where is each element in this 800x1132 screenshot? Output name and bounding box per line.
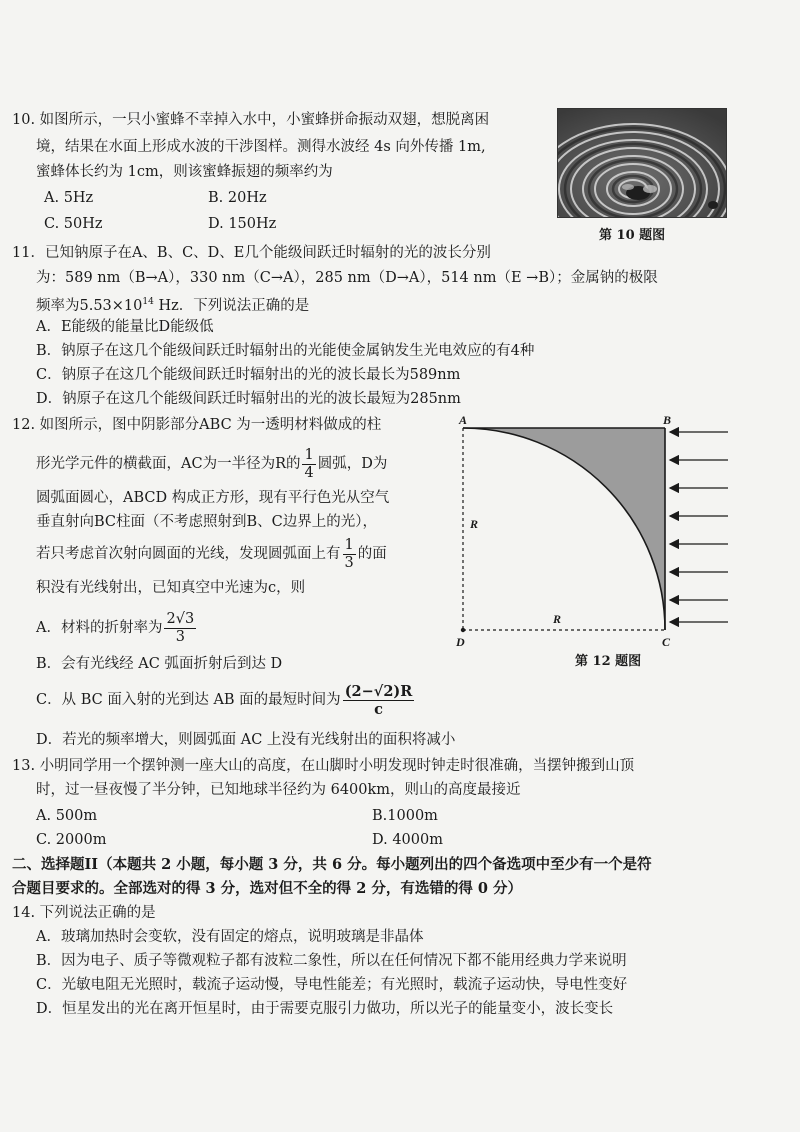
q13-option-c: C. 2000m [36, 832, 107, 848]
q14-option-b: B．因为电子、质子等微观粒子都有波粒二象性，所以在任何情况下都不能用经典力学来说明 [36, 953, 627, 969]
shaded-region-abc [463, 428, 665, 630]
q12-figure-caption: 第 12 题图 [575, 654, 642, 669]
section2-header-line2: 合题目要求的。全部选对的得 3 分，选对但不全的得 2 分，有选错的得 0 分） [12, 880, 523, 897]
q14-line1: 14. 下列说法正确的是 [12, 905, 156, 921]
section2-header-line1: 二、选择题II（本题共 2 小题，每小题 3 分，共 6 分。每小题列出的四个备选项中至少有一个是符 [12, 856, 652, 873]
q14-option-c: C．光敏电阻无光照时，载流子运动慢，导电性能差；有光照时，载流子运动快，导电性变好 [36, 977, 628, 993]
incident-light-rays [670, 432, 728, 622]
q10-line2: 境，结果在水面上形成水波的干涉图样。测得水波经 4s 向外传播 1m, [36, 139, 486, 155]
q13-option-b: B.1000m [372, 808, 438, 824]
label-r-vertical: R [470, 517, 479, 531]
q12-line5: 若只考虑首次射向圆面的光线，发现圆弧面上有 $\frac{1}{3}$ 的面 [36, 536, 387, 571]
q10-option-c: C. 50Hz [44, 216, 103, 232]
q11-option-c: C．钠原子在这几个能级间跃迁时辐射出的光的波长最长为589nm [36, 367, 461, 383]
q13-option-d: D. 4000m [372, 832, 443, 848]
q10-line1: 10. 如图所示，一只小蜜蜂不幸掉入水中，小蜜蜂拼命振动双翅，想脱离困 [12, 112, 490, 128]
q10-option-d: D. 150Hz [208, 216, 277, 232]
q10-option-b: B. 20Hz [208, 190, 267, 206]
q10-figure-caption: 第 10 题图 [599, 228, 666, 243]
q11-option-d: D．钠原子在这几个能级间跃迁时辐射出的光的波长最短为285nm [36, 391, 461, 407]
q11-line3: 频率为$5.53\times 10^{14}$ Hz．下列说法正确的是 [36, 297, 310, 314]
q12-option-b: B．会有光线经 AC 弧面折射后到达 D [36, 656, 283, 672]
bee-water-wave-photo [557, 108, 727, 218]
label-c: C [662, 635, 671, 649]
q10-option-a: A. 5Hz [44, 190, 94, 206]
q11-line2: 为：589 nm（B→A），330 nm（C→A），285 nm（D→A），514 nm（E →B）；金属钠的极限 [36, 270, 658, 286]
q13-line2: 时，过一昼夜慢了半分钟，已知地球半径约为 6400km，则山的高度最接近 [36, 782, 521, 798]
q12-line3: 圆弧面圆心，ABCD 构成正方形，现有平行色光从空气 [36, 490, 390, 506]
label-b: B [663, 413, 672, 427]
q12-line2: 形光学元件的横截面，AC为一半径为R的 $\frac{1}{4}$ 圆弧，D为 [36, 446, 388, 481]
q12-optics-figure [450, 410, 740, 650]
label-a: A [459, 413, 468, 427]
q12-option-a: A．材料的折射率为 $\frac{2√3}{3}$ [36, 610, 195, 645]
q12-line4: 垂直射向BC柱面（不考虑照射到B、C边界上的光）， [36, 514, 378, 530]
q12-option-c: C．从 BC 面入射的光到达 AB 面的最短时间为 $\frac{(2-√2)R}{c}$ [36, 682, 413, 718]
q11-option-b: B．钠原子在这几个能级间跃迁时辐射出的光能使金属钠发生光电效应的有4种 [36, 343, 535, 359]
label-r-horizontal: R [553, 612, 562, 626]
q11-line1: 11．已知钠原子在A、B、C、D、E几个能级间跃迁时辐射的光的波长分别 [12, 245, 491, 261]
label-d: D [456, 635, 465, 649]
q10-line3: 蜜蜂体长约为 1cm，则该蜜蜂振翅的频率约为 [36, 164, 333, 180]
center-point-d [461, 628, 465, 632]
q14-option-d: D．恒星发出的光在离开恒星时，由于需要克服引力做功，所以光子的能量变小，波长变长 [36, 1001, 614, 1017]
q12-line6: 积没有光线射出，已知真空中光速为c，则 [36, 580, 306, 596]
q12-line1: 12. 如图所示，图中阴影部分ABC 为一透明材料做成的柱 [12, 417, 382, 433]
q13-option-a: A. 500m [36, 808, 98, 824]
q13-line1: 13. 小明同学用一个摆钟测一座大山的高度，在山脚时小明发现时钟走时很准确，当摆钟搬到山顶 [12, 758, 635, 774]
q12-option-d: D．若光的频率增大，则圆弧面 AC 上没有光线射出的面积将减小 [36, 732, 456, 748]
q11-option-a: A．E能级的能量比D能级低 [36, 319, 214, 335]
q14-option-a: A．玻璃加热时会变软，没有固定的熔点，说明玻璃是非晶体 [36, 929, 424, 945]
